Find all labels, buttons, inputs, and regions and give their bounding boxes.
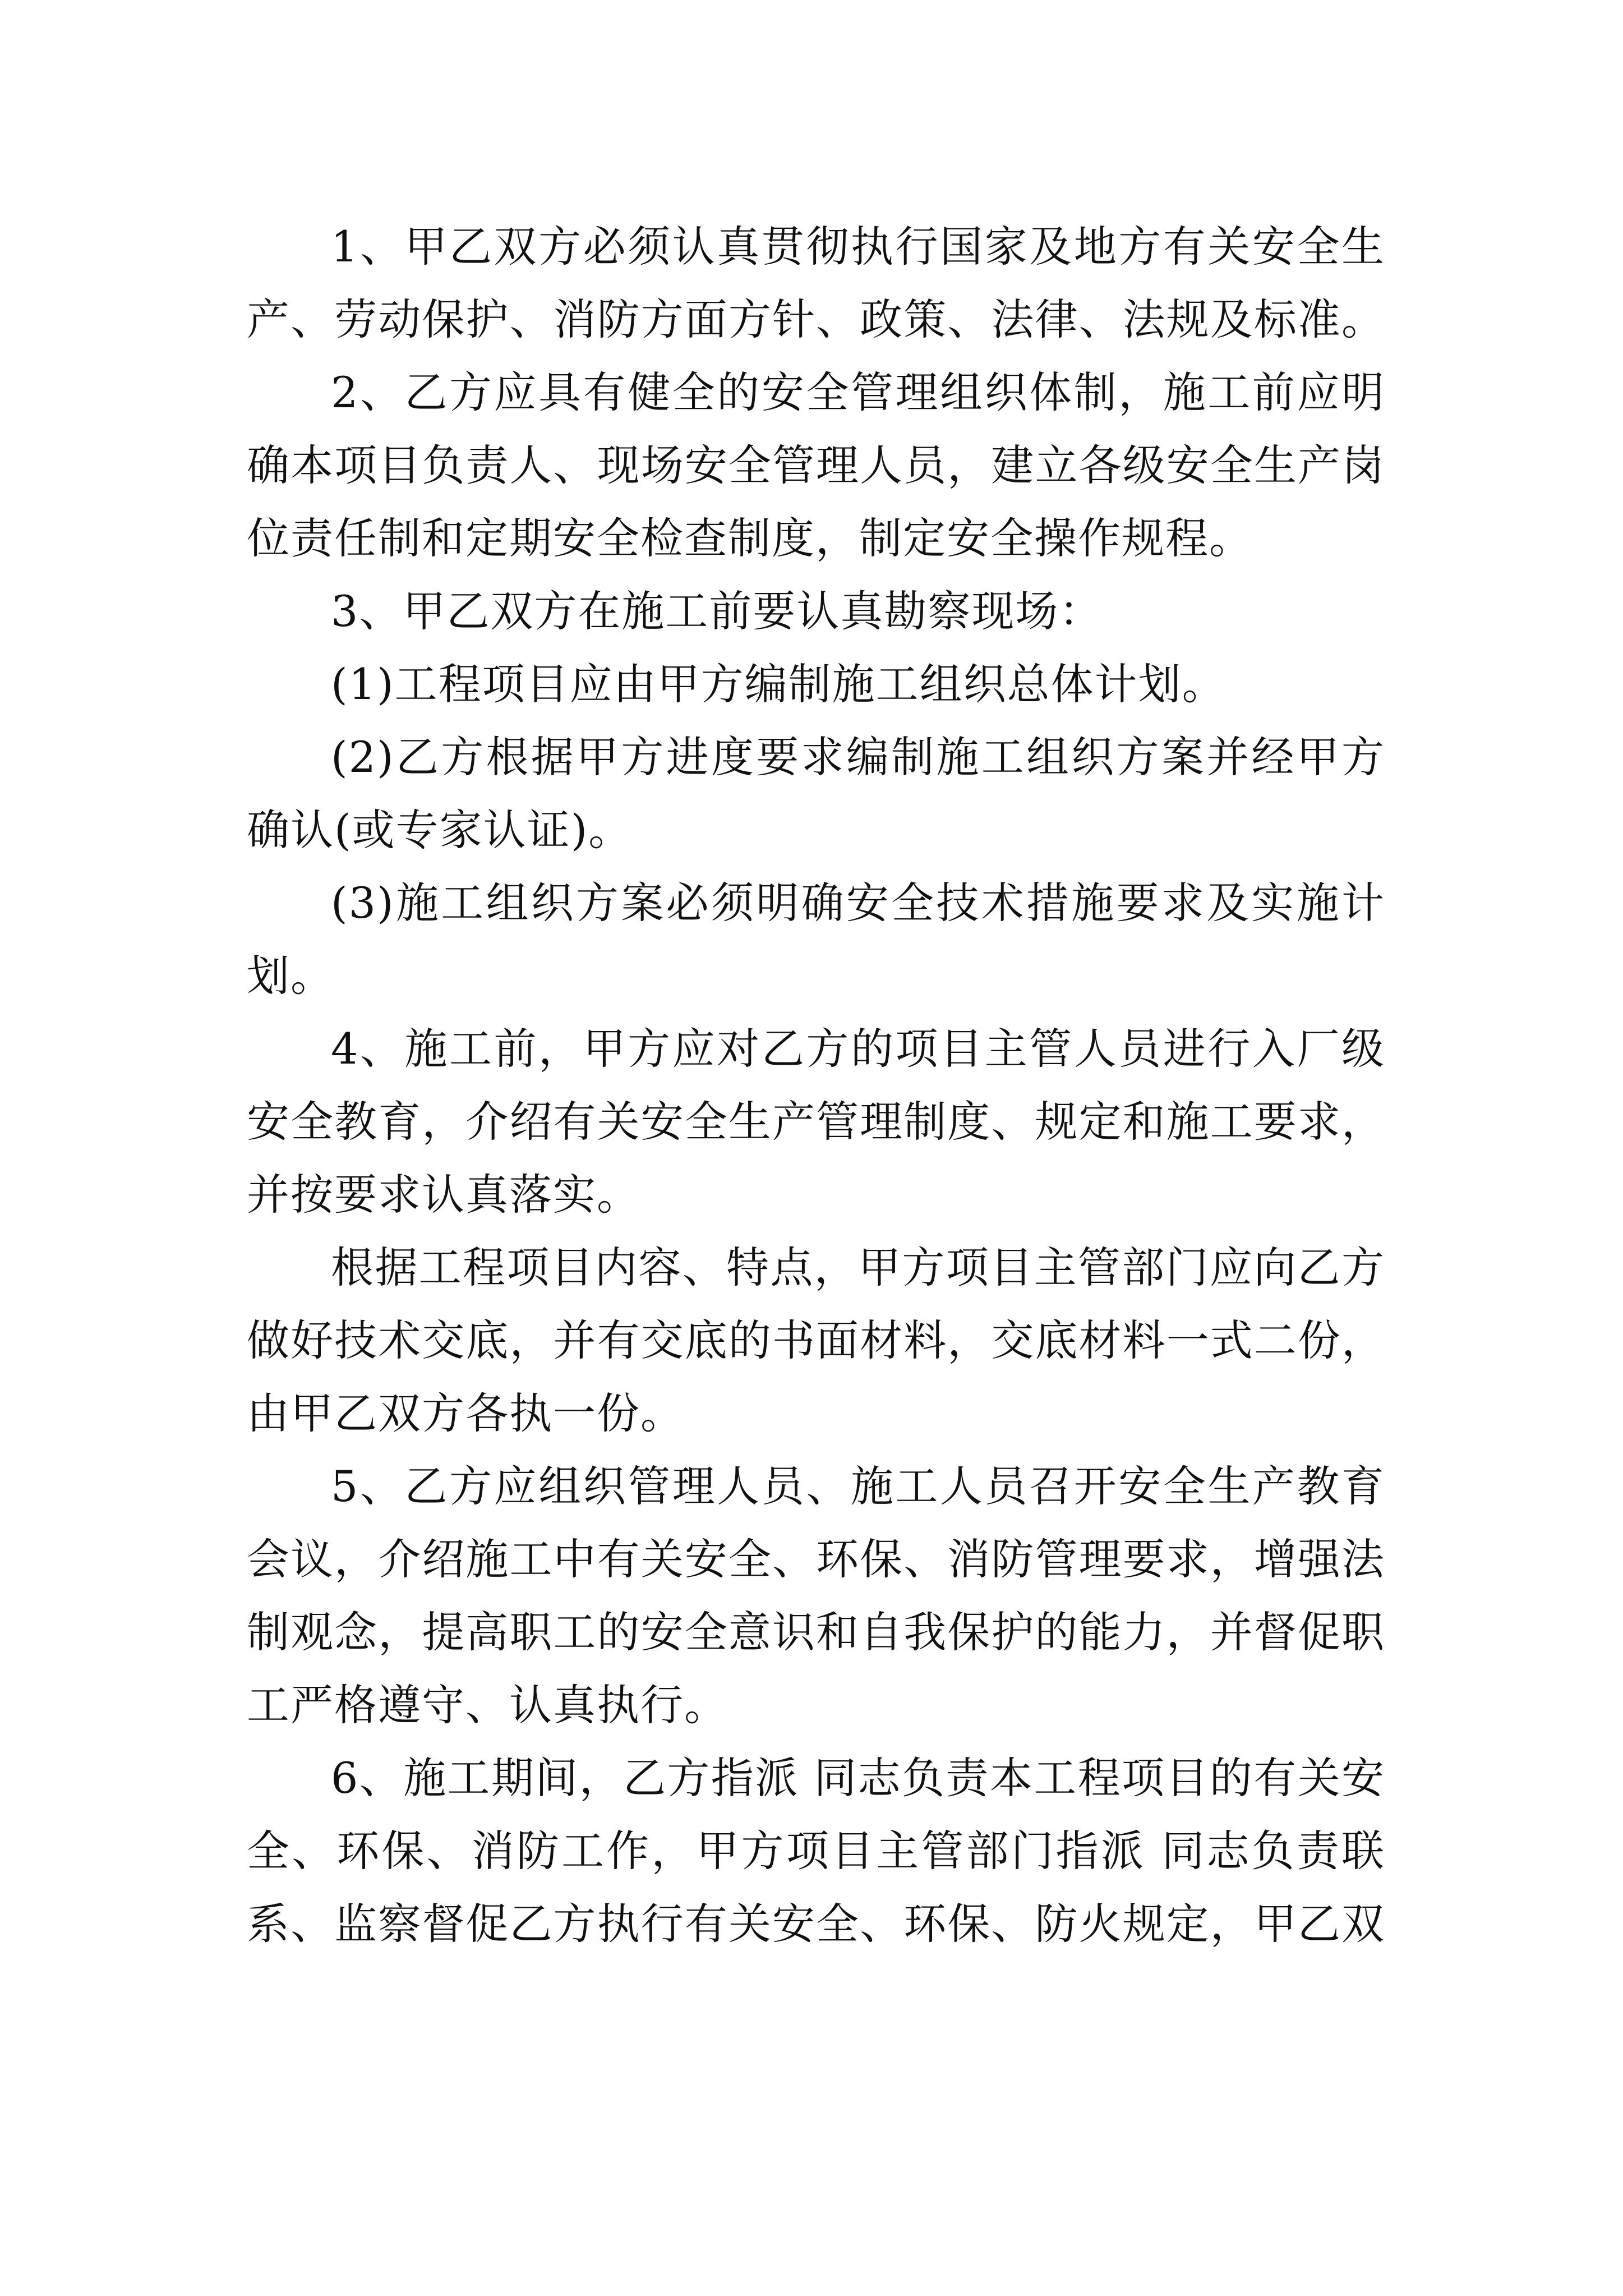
clause-4-line-3: 并按要求认真落实。 bbox=[247, 1170, 640, 1220]
clause-4-para-2-line-1: 根据工程项目内容、特点，甲方项目主管部门应向乙方 bbox=[331, 1243, 1385, 1292]
clause-6-line-1: 6、施工期间，乙方指派 同志负责本工程项目的有关安 bbox=[331, 1753, 1385, 1803]
clause-2-line-3: 位责任制和定期安全检查制度，制定安全操作规程。 bbox=[247, 513, 1253, 563]
clause-5-line-4: 工严格遵守、认真执行。 bbox=[247, 1680, 728, 1730]
clause-1-line-2: 产、劳动保护、消防方面方针、政策、法律、法规及标准。 bbox=[247, 295, 1385, 344]
clause-5-line-2: 会议，介绍施工中有关安全、环保、消防管理要求，增强法 bbox=[247, 1534, 1385, 1584]
clause-2-line-2: 确本项目负责人、现场安全管理人员，建立各级安全生产岗 bbox=[247, 440, 1385, 490]
clause-5-line-3: 制观念，提高职工的安全意识和自我保护的能力，并督促职 bbox=[247, 1607, 1385, 1657]
clause-3-item-2-line-2: 确认(或专家认证)。 bbox=[247, 805, 633, 855]
clause-3-item-1: (1)工程项目应由甲方编制施工组织总体计划。 bbox=[331, 659, 1226, 709]
clause-4-line-1: 4、施工前，甲方应对乙方的项目主管人员进行入厂级 bbox=[331, 1024, 1385, 1074]
clause-4-line-2: 安全教育，介绍有关安全生产管理制度、规定和施工要求， bbox=[247, 1097, 1385, 1147]
clause-1-line-1: 1、甲乙双方必须认真贯彻执行国家及地方有关安全生 bbox=[331, 222, 1385, 272]
clause-6-line-3: 系、监察督促乙方执行有关安全、环保、防火规定，甲乙双 bbox=[247, 1899, 1385, 1949]
clause-4-para-2-line-3: 由甲乙双方各执一份。 bbox=[247, 1388, 684, 1438]
clause-3-item-3-line-2: 划。 bbox=[247, 951, 334, 1001]
clause-5-line-1: 5、乙方应组织管理人员、施工人员召开安全生产教育 bbox=[331, 1461, 1385, 1511]
clause-3-item-2-line-1: (2)乙方根据甲方进度要求编制施工组织方案并经甲方 bbox=[331, 732, 1385, 782]
clause-3-item-3-line-1: (3)施工组织方案必须明确安全技术措施要求及实施计 bbox=[331, 878, 1385, 928]
clause-6-line-2: 全、环保、消防工作，甲方项目主管部门指派 同志负责联 bbox=[247, 1826, 1385, 1876]
clause-2-line-1: 2、乙方应具有健全的安全管理组织体制，施工前应明 bbox=[331, 367, 1385, 417]
clause-3-line-1: 3、甲乙双方在施工前要认真勘察现场： bbox=[331, 586, 1103, 636]
clause-4-para-2-line-2: 做好技术交底，并有交底的书面材料，交底材料一式二份， bbox=[247, 1315, 1385, 1365]
